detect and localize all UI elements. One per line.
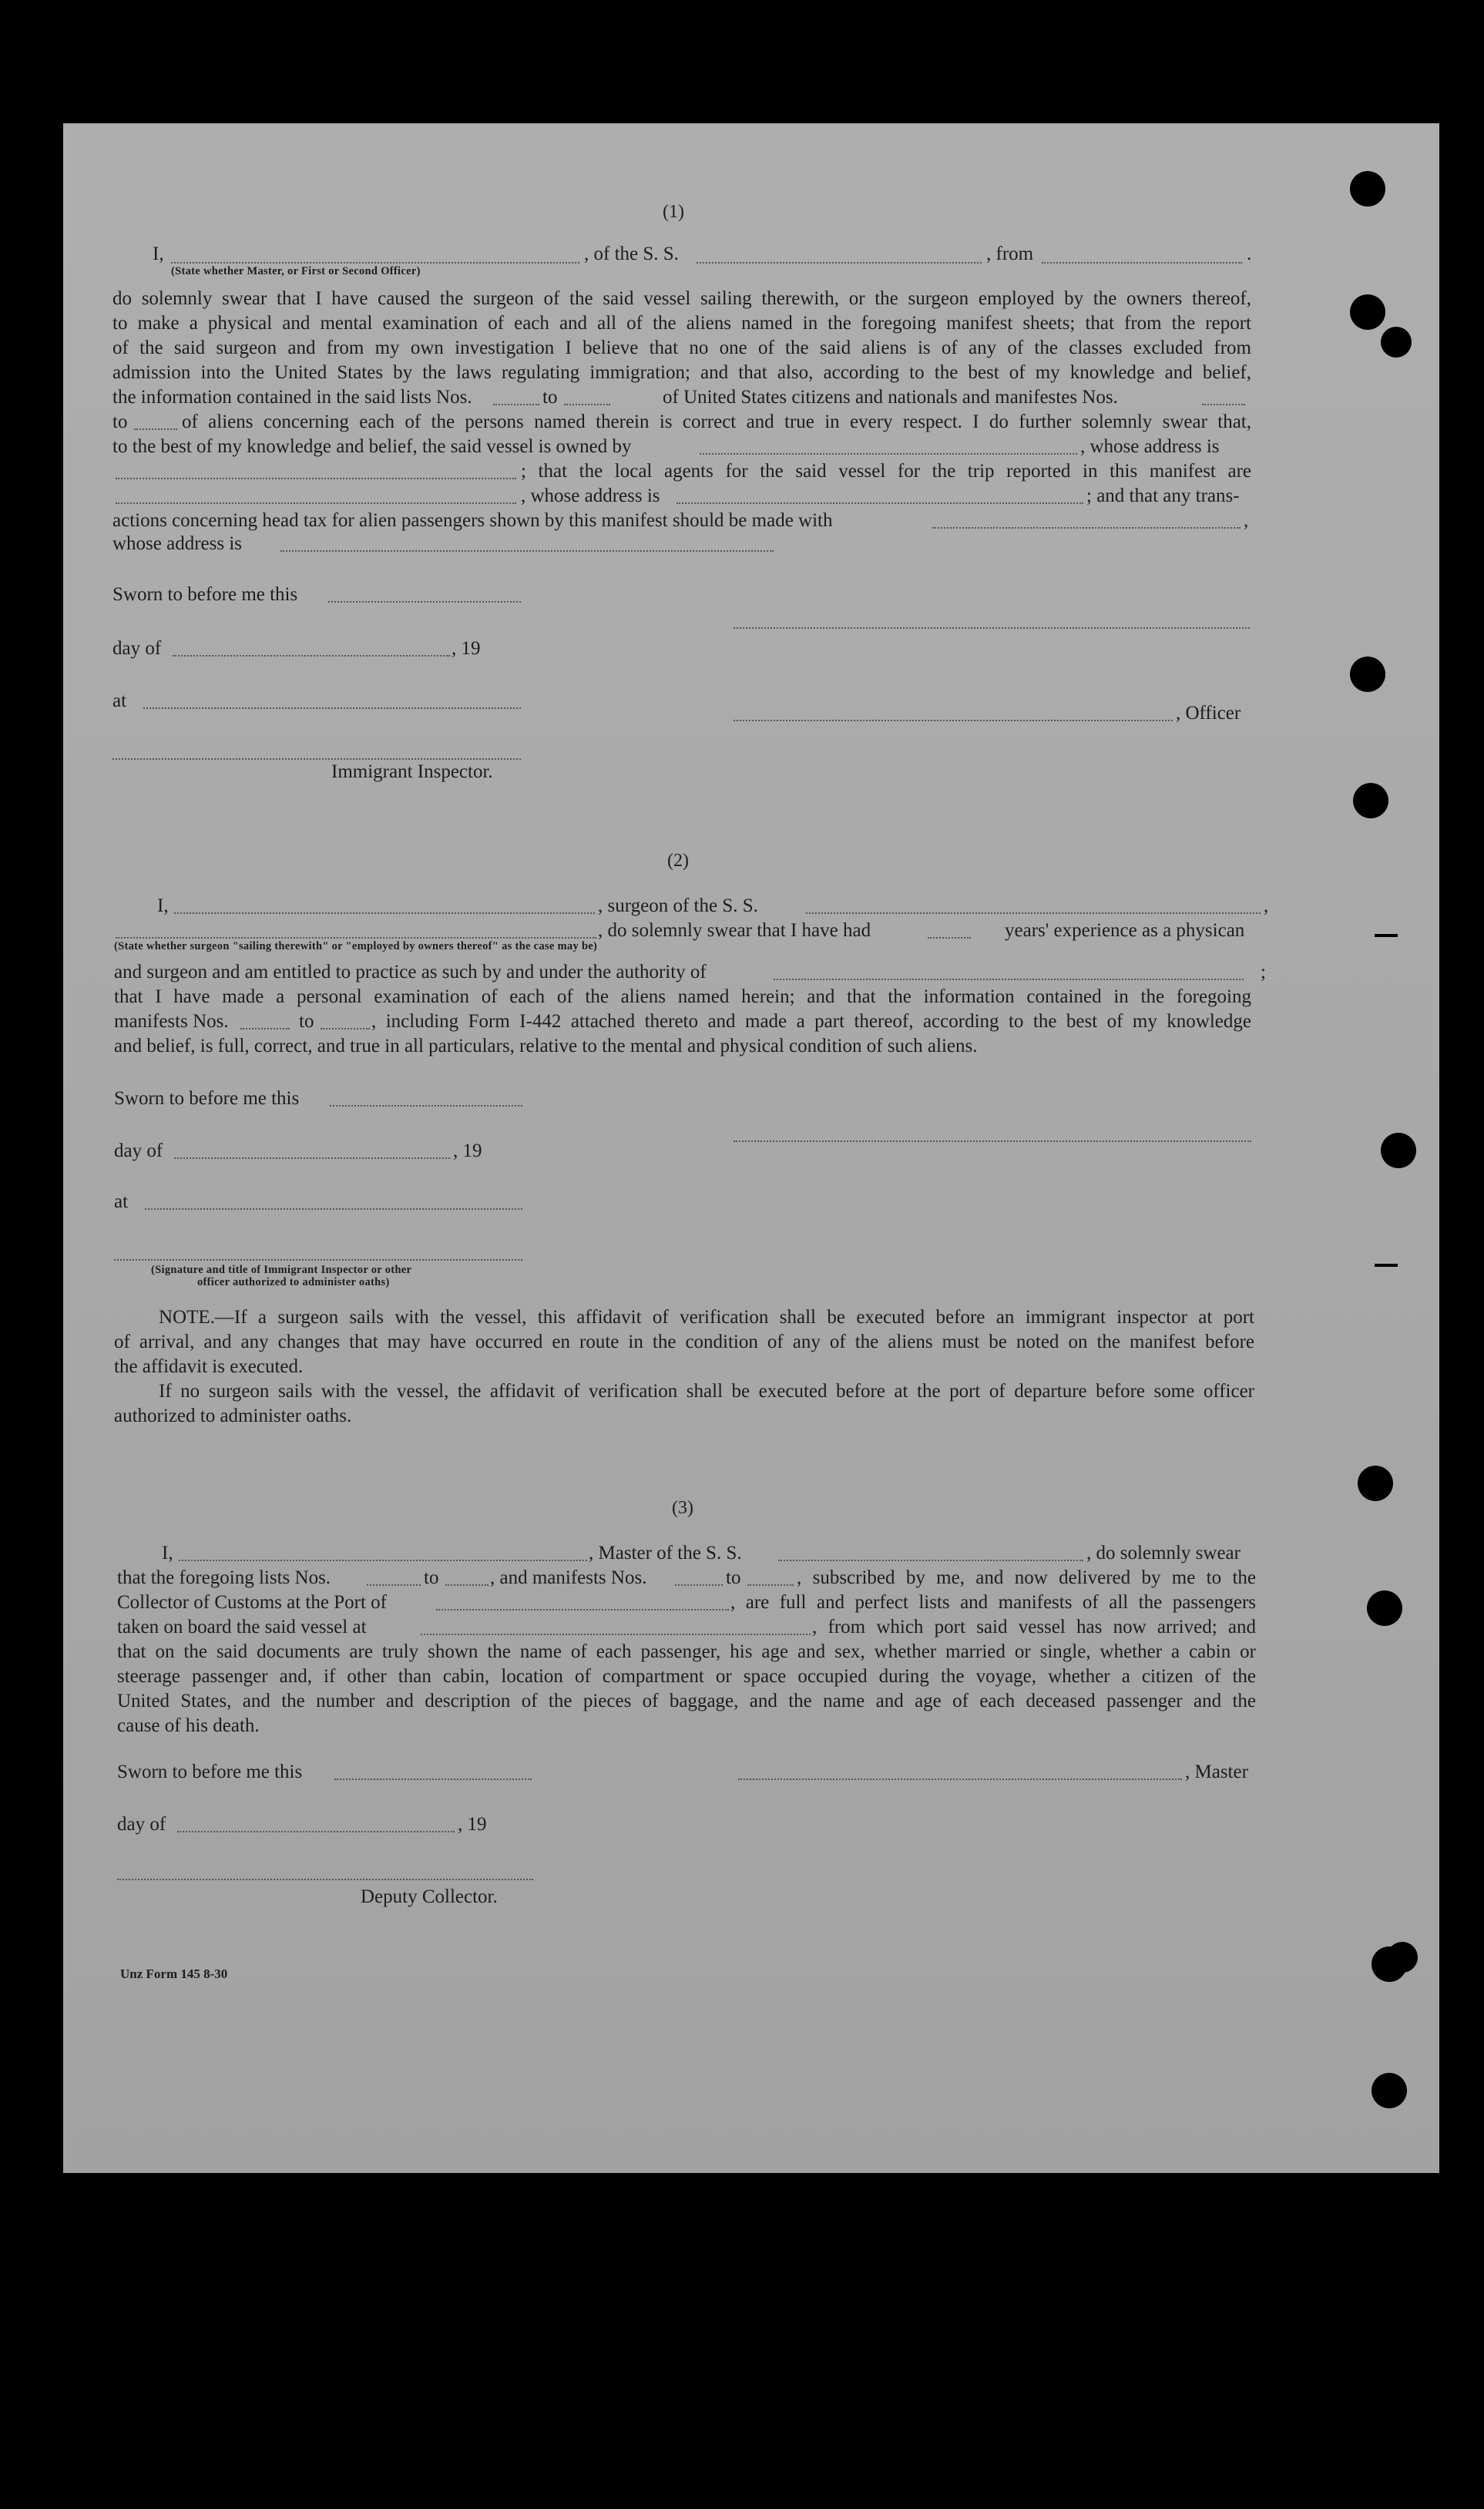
s3-i: I, [162,1543,173,1564]
s2-years: years' experience as a physican [1005,920,1245,941]
s1-line11: whose address is [112,533,243,554]
surgeon-status-field[interactable] [116,937,596,939]
edge-mark [1375,1264,1398,1267]
owner-address-field[interactable] [116,478,516,479]
s1-line6-a: to [112,411,128,432]
s1-line7-b: , whose address is [1080,436,1220,457]
punch-hole [1350,171,1385,207]
note-line: If no surgeon sails with the vessel, the affidavit of verification shall be executed before at the port of departure before some officer [159,1381,1254,1402]
s3-para-line: steerage passenger and, if other than cabin, location of compartment or space occupied during the voyage, whether a citizen of the [117,1666,1256,1687]
citizen-list-to-field[interactable] [564,404,610,405]
s3-para-line: that on the said documents are truly shown the name of each passenger, his age and sex, whether married or single, whether a cabin or [117,1641,1256,1662]
s3-master: , Master [1185,1762,1248,1782]
boarding-port-field[interactable] [421,1634,811,1635]
s3-sworn: Sworn to before me this [117,1762,303,1782]
s3-line2-b: to [424,1567,439,1588]
head-tax-address-field[interactable] [280,550,774,552]
s2-i: I, [157,895,169,916]
s1-line10: actions concerning head tax for alien passengers shown by this manifest should be made with [112,510,833,531]
punch-hole [1387,1942,1418,1973]
s2-para-line: and belief, is full, correct, and true in all particulars, relative to the mental and physical condition of such aliens. [114,1036,978,1056]
section-1-heading: (1) [663,202,684,222]
s3-manifest-from-field[interactable] [675,1584,723,1586]
s2-line5-a: manifests Nos. [114,1011,229,1032]
s2-inspector-signature-field[interactable] [114,1259,522,1261]
surgeon-name-field[interactable] [174,912,595,914]
note-line: NOTE.—If a surgeon sails with the vessel, this affidavit of verification shall be executed before an immigrant inspector at port [159,1307,1254,1328]
s1-officer-caption: (State whether Master, or First or Second Officer) [171,265,421,277]
s1-end: . [1247,244,1252,264]
collector-port-field[interactable] [436,1609,729,1611]
s2-para-line: that I have made a personal examination of each of the aliens named herein; and that the information contained in the foregoing [114,986,1251,1007]
s1-of-ss: , of the S. S. [584,244,679,264]
s2-signature-caption: (Signature and title of Immigrant Inspector or other [151,1264,412,1276]
officer-signature-line-upper[interactable] [734,627,1250,629]
port-from-field[interactable] [1042,262,1242,264]
s1-line9-b: ; and that any trans- [1086,485,1240,506]
s2-sworn-field[interactable] [330,1105,522,1107]
s1-sworn: Sworn to before me this [112,584,298,605]
local-agents-field[interactable] [116,502,516,504]
s3-nineteen: , 19 [458,1814,487,1835]
s3-list-to-field[interactable] [445,1584,489,1586]
s1-i: I, [153,244,164,264]
s1-line10-end: , [1244,510,1249,531]
officer-signature-field[interactable] [734,720,1173,721]
s1-from: , from [986,244,1034,264]
s3-collector: Deputy Collector. [361,1886,498,1907]
s1-at-field[interactable] [143,707,521,709]
s2-manifest-from-field[interactable] [240,1028,290,1029]
s2-sworn: Sworn to before me this [114,1088,300,1109]
section-2-heading: (2) [667,851,689,871]
s3-para-line: United States, and the number and description of the pieces of baggage, and the name and age of each deceased passenger and the [117,1691,1256,1711]
s2-at: at [114,1191,129,1212]
s3-vessel-field[interactable] [778,1560,1083,1561]
form-number: Unz Form 145 8-30 [120,1967,228,1981]
s2-surgeon-of: , surgeon of the S. S. [598,895,758,916]
s3-dayof: day of [117,1814,166,1835]
s3-line2-a: that the foregoing lists Nos. [117,1567,331,1588]
agent-address-field[interactable] [677,502,1083,504]
punch-hole [1353,783,1388,818]
punch-hole [1350,294,1385,330]
s1-line5-a: the information contained in the said lists Nos. [112,387,472,408]
s3-sworn-field[interactable] [334,1778,532,1780]
s1-line8: ; that the local agents for the said vessel for the trip reported in this manifest are [521,461,1251,482]
s3-manifest-to-field[interactable] [747,1584,794,1586]
s2-dayof: day of [114,1140,163,1161]
s1-nineteen: , 19 [452,638,481,659]
officer-rank-field[interactable] [171,262,579,264]
s1-line5-b: to [542,387,558,408]
s1-line5-c: of United States citizens and nationals and manifestes Nos. [663,387,1118,408]
s1-inspector: Immigrant Inspector. [331,761,493,782]
manifest-from-field[interactable] [1202,404,1245,405]
punch-hole [1350,657,1385,692]
s1-line9-a: , whose address is [521,485,660,506]
s1-day-field[interactable] [173,655,450,657]
s3-para-line: cause of his death. [117,1715,260,1736]
s1-para-line: admission into the United States by the laws regulating immigration; and that also, according to the best of my knowledge and belief, [112,362,1251,383]
punch-hole [1367,1590,1402,1626]
surgeon-signature-field[interactable] [734,1140,1251,1142]
head-tax-contact-field[interactable] [932,527,1241,529]
vessel-name-field[interactable] [697,262,982,264]
note-line: authorized to administer oaths. [114,1406,352,1426]
years-experience-field[interactable] [928,937,971,939]
s1-para-line: of the said surgeon and from my own investigation I believe that no one of the said aliens is of any of the classes excluded from [112,338,1251,358]
collector-signature-field[interactable] [117,1879,533,1880]
master-name-field[interactable] [179,1560,587,1561]
vessel-owner-field[interactable] [700,453,1077,455]
s2-signature-caption: officer authorized to administer oaths) [197,1276,390,1288]
s3-line4-a: taken on board the said vessel at [117,1617,367,1637]
punch-hole [1358,1466,1393,1501]
s3-master-of: , Master of the S. S. [589,1543,742,1564]
s3-line4-b: , from which port said vessel has now arrived; and [812,1617,1256,1637]
s2-line5-b: to [299,1011,314,1032]
punch-hole [1372,2073,1407,2108]
punch-hole [1381,1133,1416,1168]
s2-line3-a: and surgeon and am entitled to practice as such by and under the authority of [114,962,707,982]
s1-officer: , Officer [1176,703,1241,724]
s3-line2-e: , subscribed by me, and now delivered by me to the [797,1567,1256,1588]
authority-field[interactable] [774,979,1244,980]
s3-line3-b: , are full and perfect lists and manifests of all the passengers [730,1592,1256,1613]
s2-swear: , do solemnly swear that I have had [598,920,871,941]
s1-para-line: do solemnly swear that I have caused the surgeon of the said vessel sailing therewith, or the surgeon employed by the owners thereof, [112,288,1251,309]
s2-line5-c: , including Form I-442 attached thereto and made a part thereof, according to the best of my knowledge [371,1011,1251,1032]
edge-mark [1375,934,1398,937]
manifest-to-field[interactable] [134,428,177,430]
s1-at: at [112,690,127,711]
s2-nineteen: , 19 [453,1140,482,1161]
citizen-list-from-field[interactable] [493,404,539,405]
s2-vessel-field[interactable] [806,912,1261,914]
s1-para-line: to make a physical and mental examination of each and all of the aliens named in the foregoing manifest sheets; that from the report [112,313,1251,334]
s1-line6-b: of aliens concerning each of the persons named therein is correct and true in every respect. I do further solemnly swear that, [182,411,1251,432]
s3-list-from-field[interactable] [367,1584,421,1586]
note-line: the affidavit is executed. [114,1356,304,1377]
master-signature-field[interactable] [738,1778,1182,1780]
s3-swear: , do solemnly swear [1086,1543,1241,1564]
s1-sworn-field[interactable] [328,601,521,603]
punch-hole [1381,327,1412,358]
s3-line3-a: Collector of Customs at the Port of [117,1592,387,1613]
s1-line7-a: to the best of my knowledge and belief, the said vessel is owned by [112,436,632,457]
s3-day-field[interactable] [177,1831,455,1832]
s2-surgeon-caption: (State whether surgeon "sailing therewith" or "employed by owners thereof" as the case may be) [114,940,598,952]
s2-manifest-to-field[interactable] [321,1028,370,1029]
s2-day-field[interactable] [174,1157,450,1159]
note-line: of arrival, and any changes that may have occurred en route in the condition of any of the aliens must be noted on the manifest before [114,1332,1254,1352]
s2-end: , [1264,895,1269,916]
s3-line2-c: , and manifests Nos. [490,1567,647,1588]
s2-at-field[interactable] [145,1208,522,1210]
section-3-heading: (3) [672,1498,693,1518]
s2-line3-b: ; [1261,962,1266,982]
s1-dayof: day of [112,638,162,659]
s3-line2-d: to [726,1567,741,1588]
